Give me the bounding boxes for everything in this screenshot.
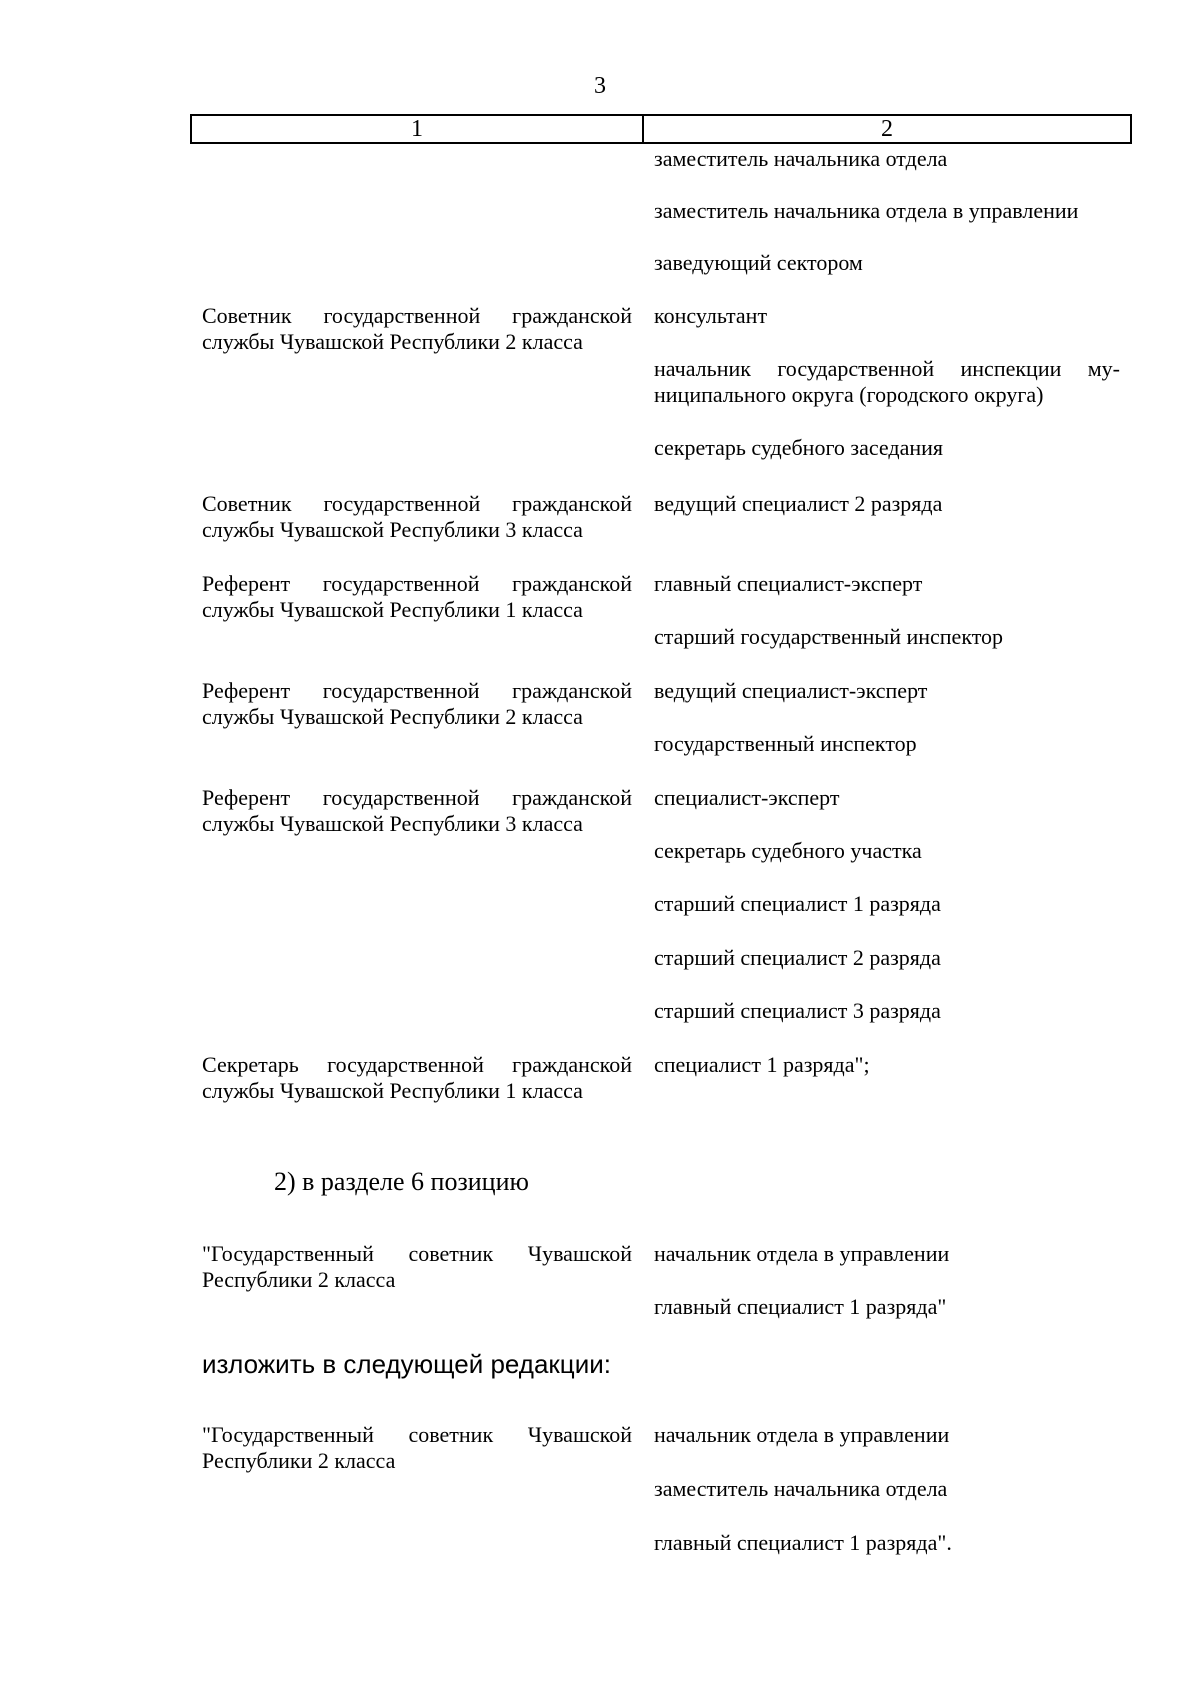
page-number: 3 bbox=[594, 73, 606, 99]
table-header-col1: 1 bbox=[192, 116, 644, 142]
rank-line: Советник государственной гражданской bbox=[202, 303, 632, 328]
position-item: старший государственный инспектор bbox=[654, 624, 1004, 649]
position-item: специалист 1 разряда"; bbox=[654, 1052, 870, 1077]
position-item: начальник отдела в управлении bbox=[654, 1422, 950, 1447]
rank-line: Республики 2 класса bbox=[202, 1448, 396, 1473]
position-item: заместитель начальника отдела bbox=[654, 1476, 948, 1501]
rank-line: Секретарь государственной гражданской bbox=[202, 1052, 632, 1077]
rank-cell bbox=[202, 491, 632, 543]
position-item: старший специалист 2 разряда bbox=[654, 945, 941, 970]
position-item: старший специалист 1 разряда bbox=[654, 891, 941, 916]
rank-cell bbox=[202, 571, 632, 623]
position-item: ведущий специалист-эксперт bbox=[654, 678, 928, 703]
position-line: начальник государственной инспекции му- bbox=[654, 356, 1120, 381]
rank-line: "Государственный советник Чувашской bbox=[202, 1422, 632, 1447]
position-item: старший специалист 3 разряда bbox=[654, 998, 941, 1023]
rank-line: службы Чувашской Республики 1 класса bbox=[202, 597, 583, 622]
rank-line: службы Чувашской Республики 3 класса bbox=[202, 517, 583, 542]
rank-line: Республики 2 класса bbox=[202, 1267, 396, 1292]
position-item: специалист-эксперт bbox=[654, 785, 840, 810]
position-item: главный специалист 1 разряда". bbox=[654, 1530, 952, 1555]
rank-cell bbox=[202, 785, 632, 837]
table-header-row bbox=[190, 114, 1132, 144]
position-item: ведущий специалист 2 разряда bbox=[654, 491, 943, 516]
rank-line: Референт государственной гражданской bbox=[202, 571, 632, 596]
position-item: начальник отдела в управлении bbox=[654, 1241, 950, 1266]
instruction-text: изложить в следующей редакции: bbox=[202, 1349, 611, 1379]
rank-cell bbox=[202, 303, 632, 355]
rank-cell bbox=[202, 1422, 632, 1474]
position-item: заместитель начальника отдела в управлении bbox=[654, 198, 1079, 223]
rank-line: службы Чувашской Республики 2 класса bbox=[202, 329, 583, 354]
rank-line: Референт государственной гражданской bbox=[202, 785, 632, 810]
position-item: заместитель начальника отдела bbox=[654, 146, 948, 171]
table-header-col2: 2 bbox=[881, 116, 893, 142]
position-item: секретарь судебного заседания bbox=[654, 435, 944, 460]
position-item: государственный инспектор bbox=[654, 731, 917, 756]
position-item: главный специалист 1 разряда" bbox=[654, 1294, 947, 1319]
position-item: секретарь судебного участка bbox=[654, 838, 922, 863]
rank-cell bbox=[202, 1241, 632, 1293]
rank-line: Референт государственной гражданской bbox=[202, 678, 632, 703]
position-item: заведующий сектором bbox=[654, 250, 863, 275]
rank-line: "Государственный советник Чувашской bbox=[202, 1241, 632, 1266]
rank-line: службы Чувашской Республики 3 класса bbox=[202, 811, 583, 836]
position-item: консультант bbox=[654, 303, 768, 328]
position-item bbox=[654, 356, 1120, 408]
rank-line: Советник государственной гражданской bbox=[202, 491, 632, 516]
position-item: главный специалист-эксперт bbox=[654, 571, 923, 596]
rank-line: службы Чувашской Республики 1 класса bbox=[202, 1078, 583, 1103]
position-line: ниципального округа (городского округа) bbox=[654, 382, 1044, 407]
section-heading: 2) в разделе 6 позицию bbox=[274, 1167, 529, 1196]
rank-cell bbox=[202, 678, 632, 730]
rank-line: службы Чувашской Республики 2 класса bbox=[202, 704, 583, 729]
rank-cell bbox=[202, 1052, 632, 1104]
